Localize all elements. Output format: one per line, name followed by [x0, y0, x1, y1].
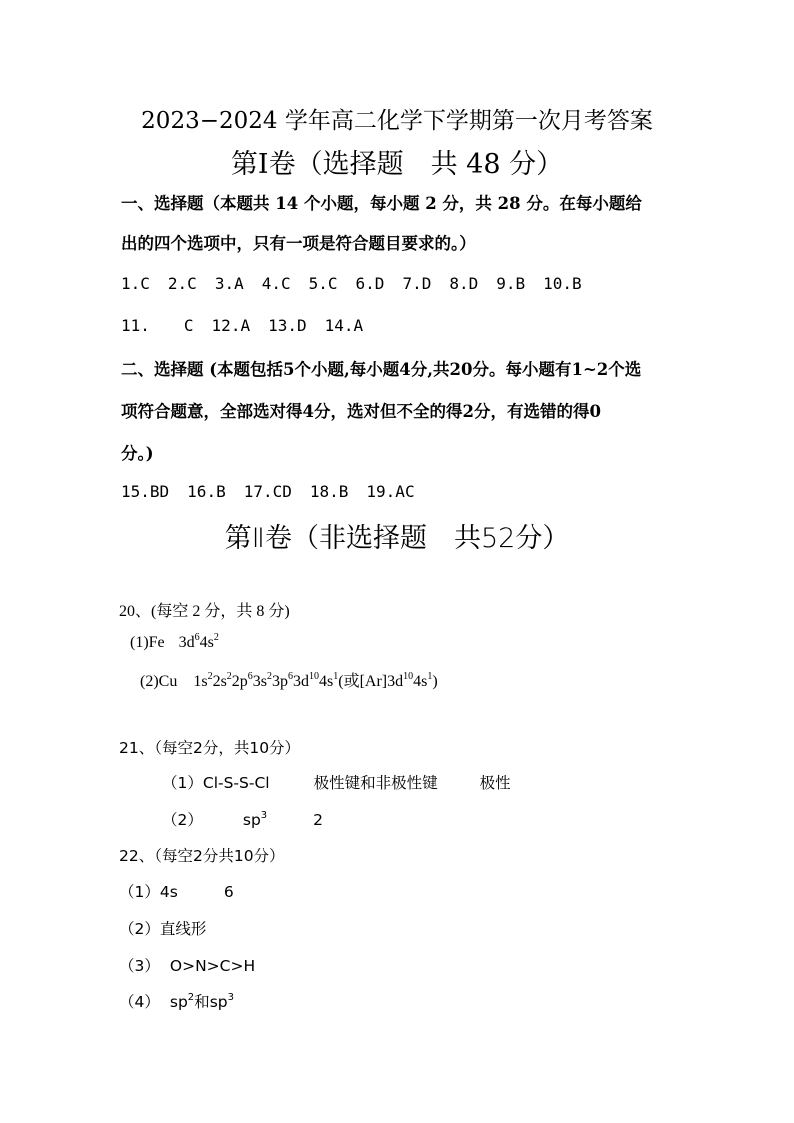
part1-heading: 第Ⅰ卷（选择题 共 48 分） — [230, 149, 564, 180]
answer-item: 1.C — [121, 274, 150, 293]
answer-item: 8.D — [449, 274, 479, 293]
q21-header: 21、（每空2分，共10分） — [119, 739, 301, 757]
part2-heading: 第Ⅱ卷（非选择题 共52分） — [224, 523, 570, 554]
section2-instruction-line3: 分。) — [121, 444, 154, 463]
q20-answer-2-label: (2)Cu — [140, 673, 178, 690]
q22-answer-3: （3） O>N>C>H — [119, 957, 256, 975]
q20-answer-1: (1)Fe $3d^64s^2$ — [130, 632, 219, 651]
q20-answer-1-label: (1)Fe — [130, 634, 165, 651]
answer-item: 7.D — [402, 274, 432, 293]
answer-item: 14.A — [324, 316, 364, 335]
answer-item: 15.BD — [121, 482, 170, 501]
answer-item: 17.CD — [243, 482, 292, 501]
answer-item: 6.D — [355, 274, 385, 293]
answer-item: 4.C — [261, 274, 291, 293]
answer-item: 3.A — [214, 274, 244, 293]
answers-row-2 — [121, 316, 381, 335]
answer-item: 2.C — [167, 274, 197, 293]
answers-row-1 — [121, 274, 600, 293]
answer-item: C — [183, 316, 194, 335]
q22-answer-1: （1）4s 6 — [119, 883, 234, 901]
document-title: 2023−2024 学年高二化学下学期第一次月考答案 — [141, 108, 653, 134]
q21-polarity: 极性 — [479, 774, 511, 792]
q22-answer-4: （4） $sp^2$和$sp^3$ — [119, 992, 234, 1011]
q22-header: 22、（每空2分共10分） — [119, 847, 285, 865]
answer-item: 13.D — [268, 316, 307, 335]
section2-instruction-line1: 二、选择题 (本题包括5个小题,每小题4分,共20分。每小题有1~2个选 — [121, 360, 642, 379]
section1-instruction-line1: 一、选择题（本题共 14 个小题，每小题 2 分，共 28 分。在每小题给 — [121, 194, 642, 213]
answers-row-3 — [121, 482, 433, 501]
answer-item: 12.A — [211, 316, 251, 335]
q21-bond-type: 极性键和非极性键 — [313, 774, 438, 792]
answer-item: 16.B — [187, 482, 226, 501]
answer-item: 18.B — [309, 482, 349, 501]
q21-answer-2: （2） $sp^3$ 2 — [162, 810, 324, 829]
q20-header: 20、(每空 2 分，共 8 分) — [119, 603, 290, 620]
q21-formula: Cl-S-S-Cl — [202, 774, 270, 792]
answer-item: 11. — [121, 316, 150, 335]
q22-answer-2: （2）直线形 — [119, 920, 207, 938]
q20-answer-2: (2)Cu $1s^22s^22p^63s^23p^63d^{10}4s^1$(或$[Ar]3d^{10}4s^1$) — [140, 671, 438, 690]
answer-item: 5.C — [308, 274, 338, 293]
section1-instruction-line2: 出的四个选项中，只有一项是符合题目要求的。） — [121, 234, 476, 253]
answer-item: 19.AC — [366, 482, 415, 501]
section2-instruction-line2: 项符合题意，全部选对得4分，选对但不全的得2分，有选错的得0 — [121, 402, 601, 421]
answer-item: 10.B — [543, 274, 582, 293]
answer-item: 9.B — [496, 274, 526, 293]
q21-answer-1: （1）Cl-S-S-Cl 极性键和非极性键 极性 — [162, 774, 511, 792]
